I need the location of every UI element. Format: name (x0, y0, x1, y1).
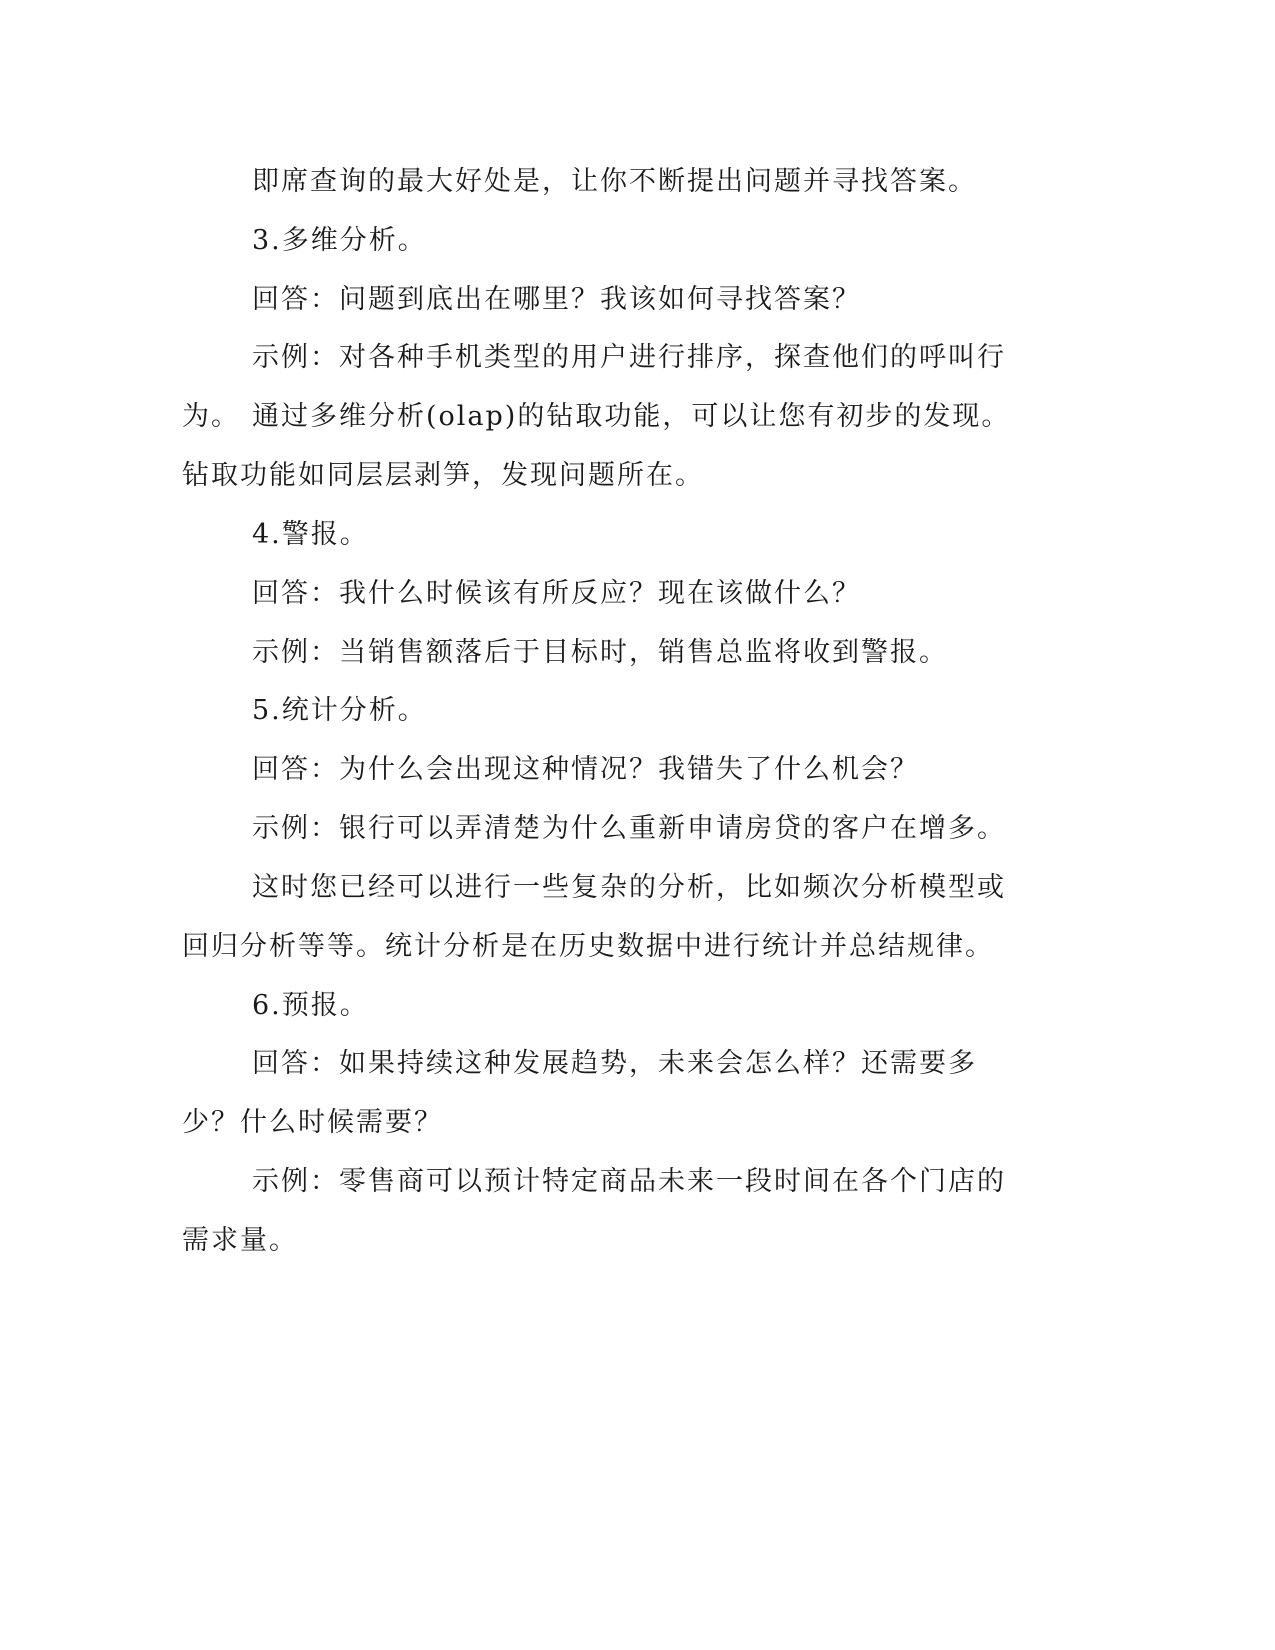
paragraph-stats-answer: 回答：为什么会出现这种情况？我错失了什么机会？ (252, 754, 919, 785)
paragraph-alerts-answer: 回答：我什么时候该有所反应？现在该做什么？ (252, 578, 861, 609)
heading-forecast: 6.预报。 (252, 990, 369, 1021)
heading-alerts: 4.警报。 (252, 519, 369, 550)
paragraph-forecast-example: 示例：零售商可以预计特定商品未来一段时间在各个门店的需求量。 (182, 1166, 1006, 1256)
paragraph-stats-example: 示例：银行可以弄清楚为什么重新申请房贷的客户在增多。 (252, 813, 1006, 844)
paragraph-olap-drilldown: 通过多维分析(olap)的钻取功能，可以让您有初步的发现。钻取功能如同层层剥笋，发现问题所在。 (182, 401, 1011, 491)
paragraph-alerts-example: 示例：当销售额落后于目标时，销售总监将收到警报。 (252, 637, 948, 668)
paragraph-stats-detail: 这时您已经可以进行一些复杂的分析，比如频次分析模型或回归分析等等。统计分析是在历史数据中进行统计并总结规律。 (182, 872, 1006, 962)
paragraph-forecast-answer: 回答：如果持续这种发展趋势，未来会怎么样？还需要多少？什么时候需要？ (182, 1048, 977, 1138)
heading-multidimensional-analysis: 3.多维分析。 (252, 225, 427, 256)
paragraph-olap-answer: 回答：问题到底出在哪里？我该如何寻找答案？ (252, 284, 861, 315)
paragraph-adhoc-query-benefit: 即席查询的最大好处是，让你不断提出问题并寻找答案。 (252, 166, 977, 197)
paragraph-olap-example: 示例：对各种手机类型的用户进行排序，探查他们的呼叫行为。 (182, 342, 1006, 432)
heading-statistical-analysis: 5.统计分析。 (252, 695, 427, 726)
